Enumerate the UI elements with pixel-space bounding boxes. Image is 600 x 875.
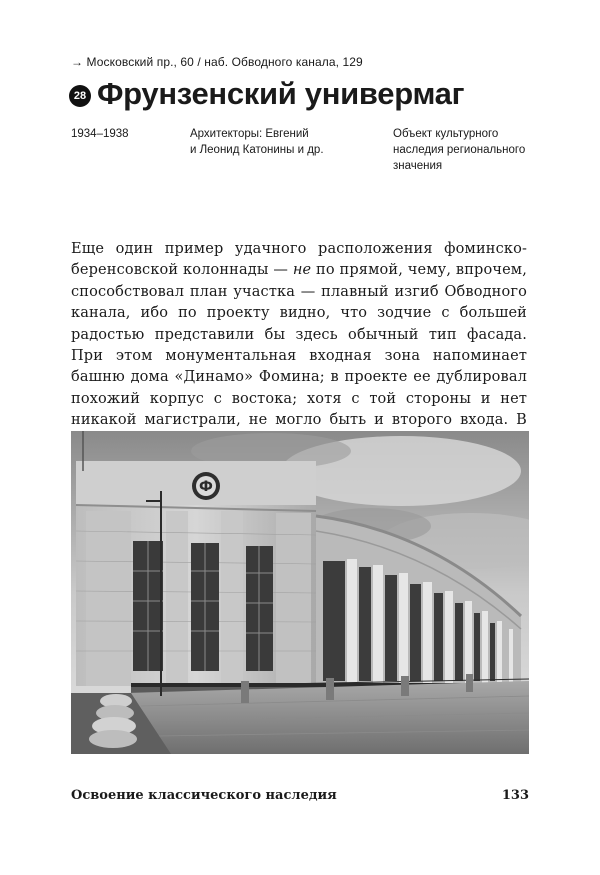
body-paragraph (71, 239, 527, 453)
status-line: Объект культурного (393, 128, 499, 140)
meta-heritage-status (393, 126, 533, 174)
architects-line: Архитекторы: Евгений (190, 128, 309, 140)
object-number-badge: 28 (69, 85, 91, 107)
architects-line: и Леонид Катонины и др. (190, 144, 324, 156)
status-line: значения (393, 160, 443, 172)
body-text-part: по прямой, чему, впрочем, способствовал план участка — плавный изгиб Обводного канала, ибо по проекту видно, что зодчие с большей радостью представили бы здесь обычный тип фасада. При этом монументальная входная зона напоминает башню дома «Динамо» Фомина; в проекте ее дублировал похожий корпус с востока; хотя с той стороны и нет никакой магистрали, не могло быть и второго входа. В (71, 262, 527, 429)
title-row (69, 76, 464, 112)
building-photo (71, 431, 529, 754)
building-photo-illustration (71, 431, 529, 754)
body-text-part: Еще один пример удачного расположения фоминско-беренсовской колоннады — (71, 241, 527, 279)
footer-section-title: Освоение классического наследия (71, 788, 337, 803)
meta-years: 1934–1938 (71, 128, 129, 140)
emblem-letter: Ф (199, 479, 213, 495)
page-number: 133 (501, 788, 529, 803)
meta-architects (190, 126, 340, 158)
page-title: Фрунзенский универмаг (97, 76, 465, 111)
status-line: наследия регионального (393, 144, 526, 156)
address-line: → Московский пр., 60 / наб. Обводного канала, 129 (71, 55, 363, 69)
body-emphasis: не (292, 262, 312, 279)
